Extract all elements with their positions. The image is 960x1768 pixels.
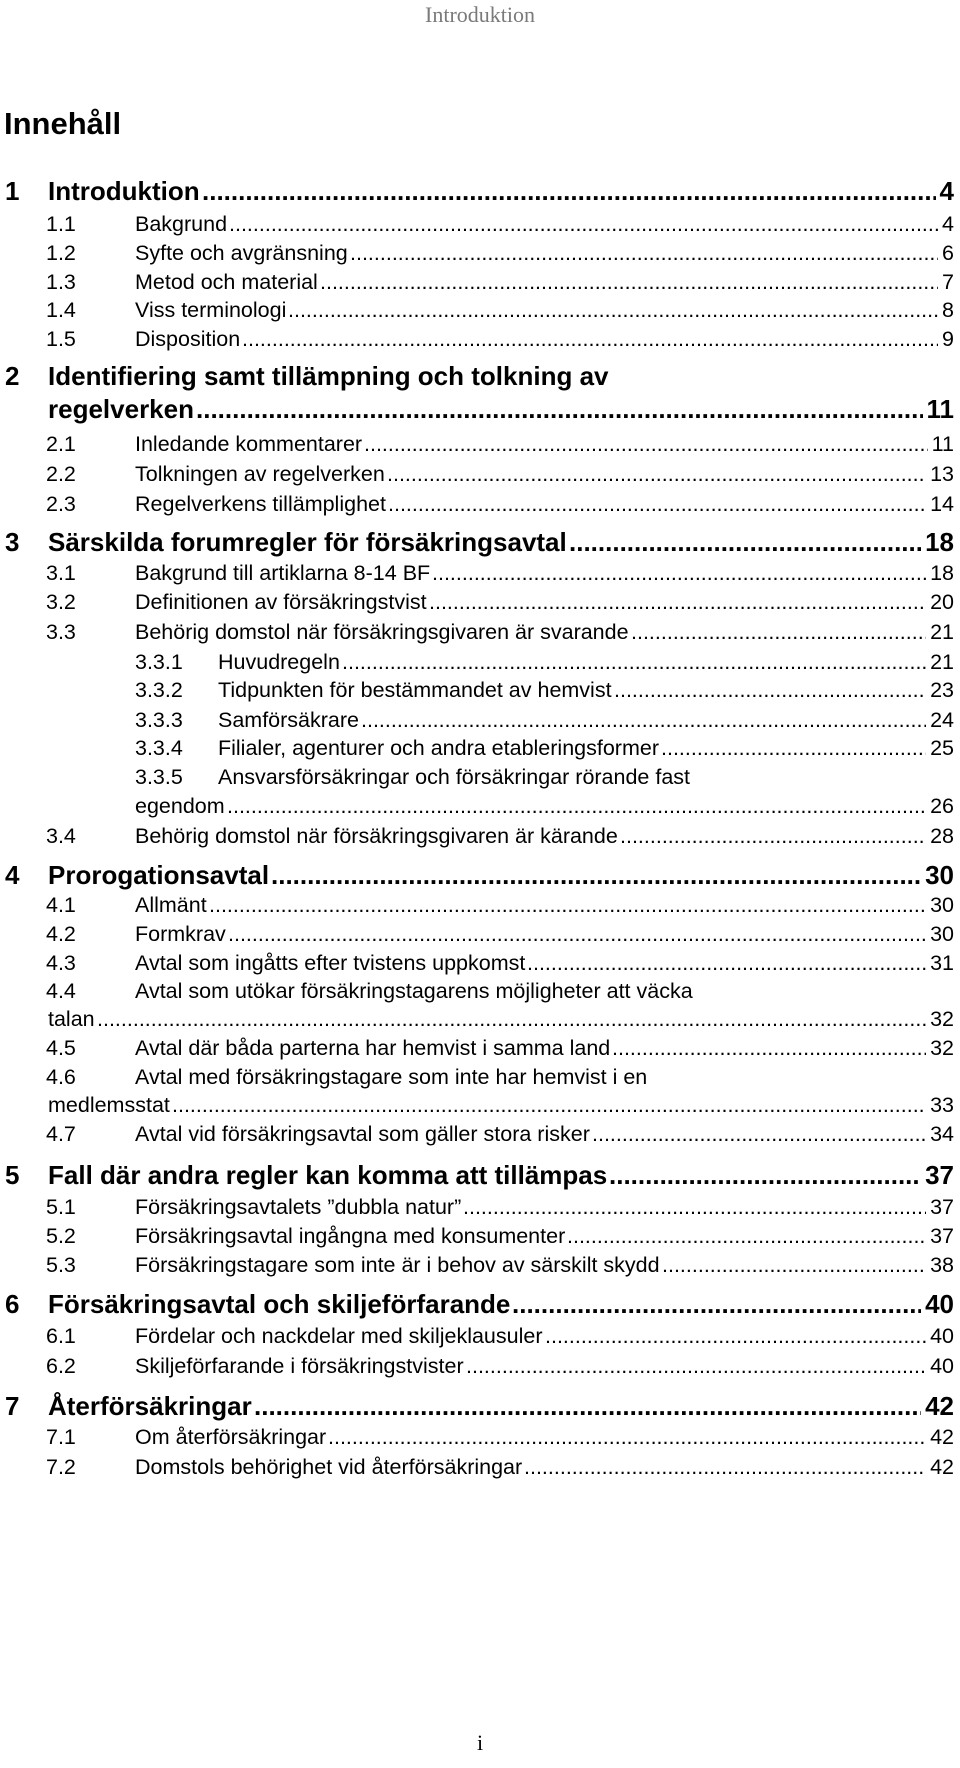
toc-entry[interactable] (0, 393, 960, 425)
dot-leader (620, 820, 926, 852)
toc-entry-number: 5.1 (46, 1195, 76, 1219)
toc-entry-number: 2.3 (46, 492, 76, 516)
page-number: i (476, 1730, 484, 1755)
toc-entry-number: 3.1 (46, 561, 76, 585)
toc-entry-page: 18 (930, 561, 954, 585)
toc-title: Innehåll (4, 106, 122, 141)
toc-entry-number: 4.4 (46, 979, 76, 1003)
toc-entry-page: 30 (930, 893, 954, 917)
toc-entry-page: 24 (930, 708, 954, 732)
toc-entry-number: 1.3 (46, 270, 76, 294)
toc-entry-number: 4.3 (46, 951, 76, 975)
toc-entry-number: 1.2 (46, 241, 76, 265)
dot-leader (387, 458, 926, 490)
toc-entry-title: Prorogationsavtal (48, 860, 270, 890)
toc-entry-number: 7 (5, 1391, 20, 1421)
toc-entry-title: Domstols behörighet vid återförsäkringar (135, 1455, 523, 1479)
toc-entry-number: 6.2 (46, 1354, 76, 1378)
toc-entry[interactable] (0, 790, 960, 822)
toc-entry[interactable] (0, 1220, 960, 1252)
toc-entry-page: 32 (930, 1036, 954, 1060)
toc-entry-page: 11 (926, 394, 954, 424)
toc-entry-page: 8 (942, 298, 954, 322)
toc-entry-number: 3.3 (46, 620, 76, 644)
toc-entry-page: 21 (930, 620, 954, 644)
toc-entry-number: 3.3.1 (135, 650, 183, 674)
dot-leader (271, 859, 921, 891)
toc-entry[interactable] (0, 237, 960, 269)
toc-entry-number: 4 (5, 860, 20, 890)
toc-entry-title: Behörig domstol när försäkringsgivaren är kärande (135, 824, 618, 848)
toc-entry-title: Återförsäkringar (48, 1391, 252, 1421)
toc-entry-page: 30 (930, 922, 954, 946)
toc-entry-title: Om återförsäkringar (135, 1425, 327, 1449)
toc-entry-number: 1.1 (46, 212, 76, 236)
toc-entry-page: 6 (942, 241, 954, 265)
toc-entry-page: 42 (925, 1391, 954, 1421)
toc-entry-title: Försäkringstagare som inte är i behov av särskilt skydd (135, 1253, 660, 1277)
toc-entry[interactable] (0, 1421, 960, 1453)
dot-leader (463, 1191, 926, 1223)
toc-entry[interactable] (0, 323, 960, 355)
toc-entry[interactable] (0, 360, 960, 392)
dot-leader (254, 1390, 921, 1422)
dot-leader (172, 1089, 926, 1121)
toc-entry-title: Skiljeförfarande i försäkringstvister (135, 1354, 464, 1378)
dot-leader (524, 1451, 926, 1483)
toc-entry-title: Avtal med försäkringstagare som inte har hemvist i en (135, 1065, 648, 1089)
toc-entry[interactable] (0, 1118, 960, 1150)
toc-entry[interactable] (0, 889, 960, 921)
toc-entry[interactable] (0, 1191, 960, 1223)
toc-entry-page: 23 (930, 678, 954, 702)
toc-entry-number: 3.3.5 (135, 765, 183, 789)
toc-entry-title: medlemsstat (48, 1093, 170, 1117)
toc-entry-number: 3.3.4 (135, 736, 183, 760)
dot-leader (569, 526, 921, 558)
toc-entry-number: 5.2 (46, 1224, 76, 1248)
toc-entry-page: 38 (930, 1253, 954, 1277)
dot-leader (662, 1249, 926, 1281)
toc-entry[interactable] (0, 428, 960, 460)
toc-entry-page: 26 (930, 794, 954, 818)
toc-entry-page: 31 (930, 951, 954, 975)
running-header: Introduktion (425, 2, 535, 27)
toc-entry[interactable] (0, 1089, 960, 1121)
toc-entry-title: egendom (135, 794, 225, 818)
toc-entry[interactable] (0, 1159, 960, 1191)
toc-entry[interactable] (0, 918, 960, 950)
toc-entry-page: 40 (930, 1324, 954, 1348)
toc-entry-number: 3.4 (46, 824, 76, 848)
toc-entry-number: 4.2 (46, 922, 76, 946)
toc-entry[interactable] (0, 761, 960, 793)
dot-leader (328, 1421, 926, 1453)
dot-leader (350, 237, 938, 269)
toc-entry-title: Ansvarsförsäkringar och försäkringar rörande fast (218, 765, 691, 789)
toc-entry-title: Fall där andra regler kan komma att tillämpas (48, 1160, 608, 1190)
toc-entry-title: Allmänt (135, 893, 207, 917)
toc-entry-title: Definitionen av försäkringstvist (135, 590, 427, 614)
toc-entry-title: Försäkringsavtalets ”dubbla natur” (135, 1195, 462, 1219)
toc-entry-number: 4.1 (46, 893, 76, 917)
toc-entry-page: 40 (930, 1354, 954, 1378)
toc-entry-page: 37 (930, 1195, 954, 1219)
toc-entry-page: 13 (930, 462, 954, 486)
toc-entry-page: 4 (939, 176, 954, 206)
toc-entry[interactable] (0, 526, 960, 558)
toc-entry[interactable] (0, 820, 960, 852)
toc-entry-title: Viss terminologi (135, 298, 287, 322)
toc-entry-number: 1.4 (46, 298, 76, 322)
toc-entry-title: Filialer, agenturer och andra etableringsformer (218, 736, 659, 760)
dot-leader (614, 674, 926, 706)
toc-entry-page: 18 (925, 527, 954, 557)
toc-entry-title: Behörig domstol när försäkringsgivaren är svarande (135, 620, 629, 644)
toc-entry-page: 11 (931, 432, 954, 456)
dot-leader (545, 1320, 926, 1352)
toc-entry[interactable] (0, 1451, 960, 1483)
toc-entry[interactable] (0, 1003, 960, 1035)
dot-leader (466, 1350, 926, 1382)
toc-entry[interactable] (0, 732, 960, 764)
dot-leader (288, 294, 938, 326)
toc-entry-number: 2 (5, 361, 20, 391)
toc-entry[interactable] (0, 557, 960, 589)
toc-entry-number: 2.2 (46, 462, 76, 486)
dot-leader (209, 889, 926, 921)
toc-entry-number: 7.2 (46, 1455, 76, 1479)
toc-entry[interactable] (0, 1249, 960, 1281)
toc-entry-number: 3.3.2 (135, 678, 183, 702)
toc-entry-page: 4 (942, 212, 954, 236)
toc-entry-page: 33 (930, 1093, 954, 1117)
toc-entry-title: Regelverkens tillämplighet (135, 492, 386, 516)
toc-entry-title: Tidpunkten för bestämmandet av hemvist (218, 678, 612, 702)
toc-entry[interactable] (0, 586, 960, 618)
toc-entry-title: Försäkringsavtal ingångna med konsumenter (135, 1224, 566, 1248)
toc-entry-page: 34 (930, 1122, 954, 1146)
toc-entry-page: 7 (942, 270, 954, 294)
dot-leader (661, 732, 926, 764)
toc-entry[interactable] (0, 859, 960, 891)
toc-entry-title: Tolkningen av regelverken (135, 462, 385, 486)
toc-entry-page: 37 (925, 1160, 954, 1190)
toc-entry-page: 37 (930, 1224, 954, 1248)
toc-entry-number: 2.1 (46, 432, 76, 456)
toc-entry[interactable] (0, 294, 960, 326)
dot-leader (228, 918, 926, 950)
toc-entry-title: Metod och material (135, 270, 318, 294)
dot-leader (432, 557, 926, 589)
dot-leader (592, 1118, 926, 1150)
toc-entry-title: Bakgrund till artiklarna 8-14 BF (135, 561, 431, 585)
toc-entry-number: 5 (5, 1160, 20, 1190)
toc-entry-number: 7.1 (46, 1425, 76, 1449)
toc-entry-page: 28 (930, 824, 954, 848)
toc-entry-title: Avtal där båda parterna har hemvist i samma land (135, 1036, 611, 1060)
toc-entry-title: Avtal som utökar försäkringstagarens möjligheter att väcka (135, 979, 693, 1003)
toc-entry-title: Syfte och avgränsning (135, 241, 348, 265)
toc-entry-number: 3 (5, 527, 20, 557)
dot-leader (229, 208, 938, 240)
toc-entry[interactable] (0, 1390, 960, 1422)
dot-leader (364, 428, 928, 460)
toc-entry-title: talan (48, 1007, 95, 1031)
toc-entry-title: Introduktion (48, 176, 200, 206)
toc-entry-title: Fördelar och nackdelar med skiljeklausuler (135, 1324, 543, 1348)
toc-entry[interactable] (0, 1288, 960, 1320)
dot-leader (512, 1288, 921, 1320)
toc-entry[interactable] (0, 1320, 960, 1352)
toc-entry-title: regelverken (48, 394, 194, 424)
toc-entry-title: Disposition (135, 327, 241, 351)
toc-entry-number: 3.2 (46, 590, 76, 614)
toc-entry-number: 1.5 (46, 327, 76, 351)
toc-entry-number: 3.3.3 (135, 708, 183, 732)
dot-leader (388, 488, 926, 520)
toc-entry-title: Samförsäkrare (218, 708, 359, 732)
dot-leader (609, 1159, 921, 1191)
toc-entry-page: 30 (925, 860, 954, 890)
dot-leader (429, 586, 926, 618)
toc-entry-page: 14 (930, 492, 954, 516)
toc-entry-number: 4.7 (46, 1122, 76, 1146)
toc-entry[interactable] (0, 674, 960, 706)
toc-entry-page: 21 (930, 650, 954, 674)
dot-leader (196, 393, 923, 425)
toc-entry-page: 9 (942, 327, 954, 351)
toc-entry-number: 6 (5, 1289, 20, 1319)
toc-entry-page: 32 (930, 1007, 954, 1031)
toc-entry[interactable] (0, 458, 960, 490)
dot-leader (612, 1032, 926, 1064)
toc-entry[interactable] (0, 175, 960, 207)
toc-entry[interactable] (0, 616, 960, 648)
toc-entry-page: 42 (930, 1425, 954, 1449)
toc-entry-title: Avtal vid försäkringsavtal som gäller stora risker (135, 1122, 590, 1146)
toc-entry-title: Formkrav (135, 922, 226, 946)
toc-entry[interactable] (0, 208, 960, 240)
dot-leader (242, 323, 938, 355)
toc-entry-title: Försäkringsavtal och skiljeförfarande (48, 1289, 511, 1319)
toc-entry-number: 1 (5, 176, 20, 206)
toc-entry-number: 4.6 (46, 1065, 76, 1089)
toc-entry[interactable] (0, 1032, 960, 1064)
toc-entry-page: 42 (930, 1455, 954, 1479)
toc-entry-title: Huvudregeln (218, 650, 340, 674)
toc-entry-page: 25 (930, 736, 954, 760)
toc-entry[interactable] (0, 488, 960, 520)
toc-entry-number: 4.5 (46, 1036, 76, 1060)
toc-entry-title: Inledande kommentarer (135, 432, 363, 456)
toc-entry-title: Identifiering samt tillämpning och tolkning av (48, 361, 609, 391)
toc-entry-title: Bakgrund (135, 212, 228, 236)
toc-entry-number: 6.1 (46, 1324, 76, 1348)
dot-leader (97, 1003, 926, 1035)
toc-entry-title: Avtal som ingåtts efter tvistens uppkomst (135, 951, 526, 975)
dot-leader (567, 1220, 926, 1252)
toc-entry-number: 5.3 (46, 1253, 76, 1277)
toc-entry-page: 40 (925, 1289, 954, 1319)
dot-leader (227, 790, 926, 822)
dot-leader (631, 616, 926, 648)
toc-entry[interactable] (0, 1350, 960, 1382)
toc-entry-title: Särskilda forumregler för försäkringsavtal (48, 527, 567, 557)
toc-entry-page: 20 (930, 590, 954, 614)
dot-leader (202, 175, 936, 207)
